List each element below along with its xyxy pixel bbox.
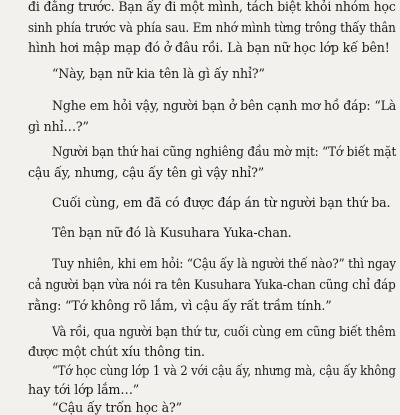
text-line-2: sinh phía trước và phía sau. Em nhớ mình từng trông thấy thân	[28, 20, 396, 35]
text-line-3: hình hơi mập mạp đó ở đâu rồi. Là bạn nữ học lớp kế bên!	[28, 40, 390, 55]
text-line-13: rằng: “Tớ không rõ lắm, vì cậu ấy rất trầm tính.”	[28, 298, 332, 313]
text-line-18: “Cậu ấy trốn học à?”	[52, 400, 182, 415]
text-line-16: “Tớ học cùng lớp 1 và 2 với cậu ấy, nhưng mà, cậu ấy không	[52, 363, 396, 378]
text-line-17: hay tới lớp lắm…”	[28, 382, 140, 397]
text-line-10: Tên bạn nữ đó là Kusuhara Yuka-chan.	[52, 225, 292, 240]
text-line-12: cả người bạn vừa nói ra tên Kusuhara Yuka-chan cũng chỉ đáp	[28, 277, 396, 292]
text-line-9: Cuối cùng, em đã có được đáp án từ người bạn thứ ba.	[52, 195, 391, 210]
text-line-14: Và rồi, qua người bạn thứ tư, cuối cùng em cũng biết thêm	[52, 324, 396, 339]
text-line-4: “Này, bạn nữ kia tên là gì ấy nhỉ?”	[52, 66, 265, 81]
text-line-1: đi đằng trước. Bạn ấy đi một mình, tách biệt khỏi nhóm học	[28, 0, 396, 14]
text-line-15: được một chút xíu thông tin.	[28, 344, 205, 359]
text-line-8: cậu ấy, nhưng, cậu ấy tên gì vậy nhỉ?”	[28, 165, 265, 180]
text-line-7: Người bạn thứ hai cũng nghiêng đầu mờ mịt: “Tớ biết mặt	[52, 144, 397, 159]
text-line-11: Tuy nhiên, khi em hỏi: “Cậu ấy là người thế nào?” thì ngay	[52, 256, 396, 271]
text-line-5: Nghe em hỏi vậy, người bạn ở bên cạnh mơ hồ đáp: “Là	[52, 98, 397, 113]
text-line-6: gì nhỉ…?”	[28, 119, 89, 134]
